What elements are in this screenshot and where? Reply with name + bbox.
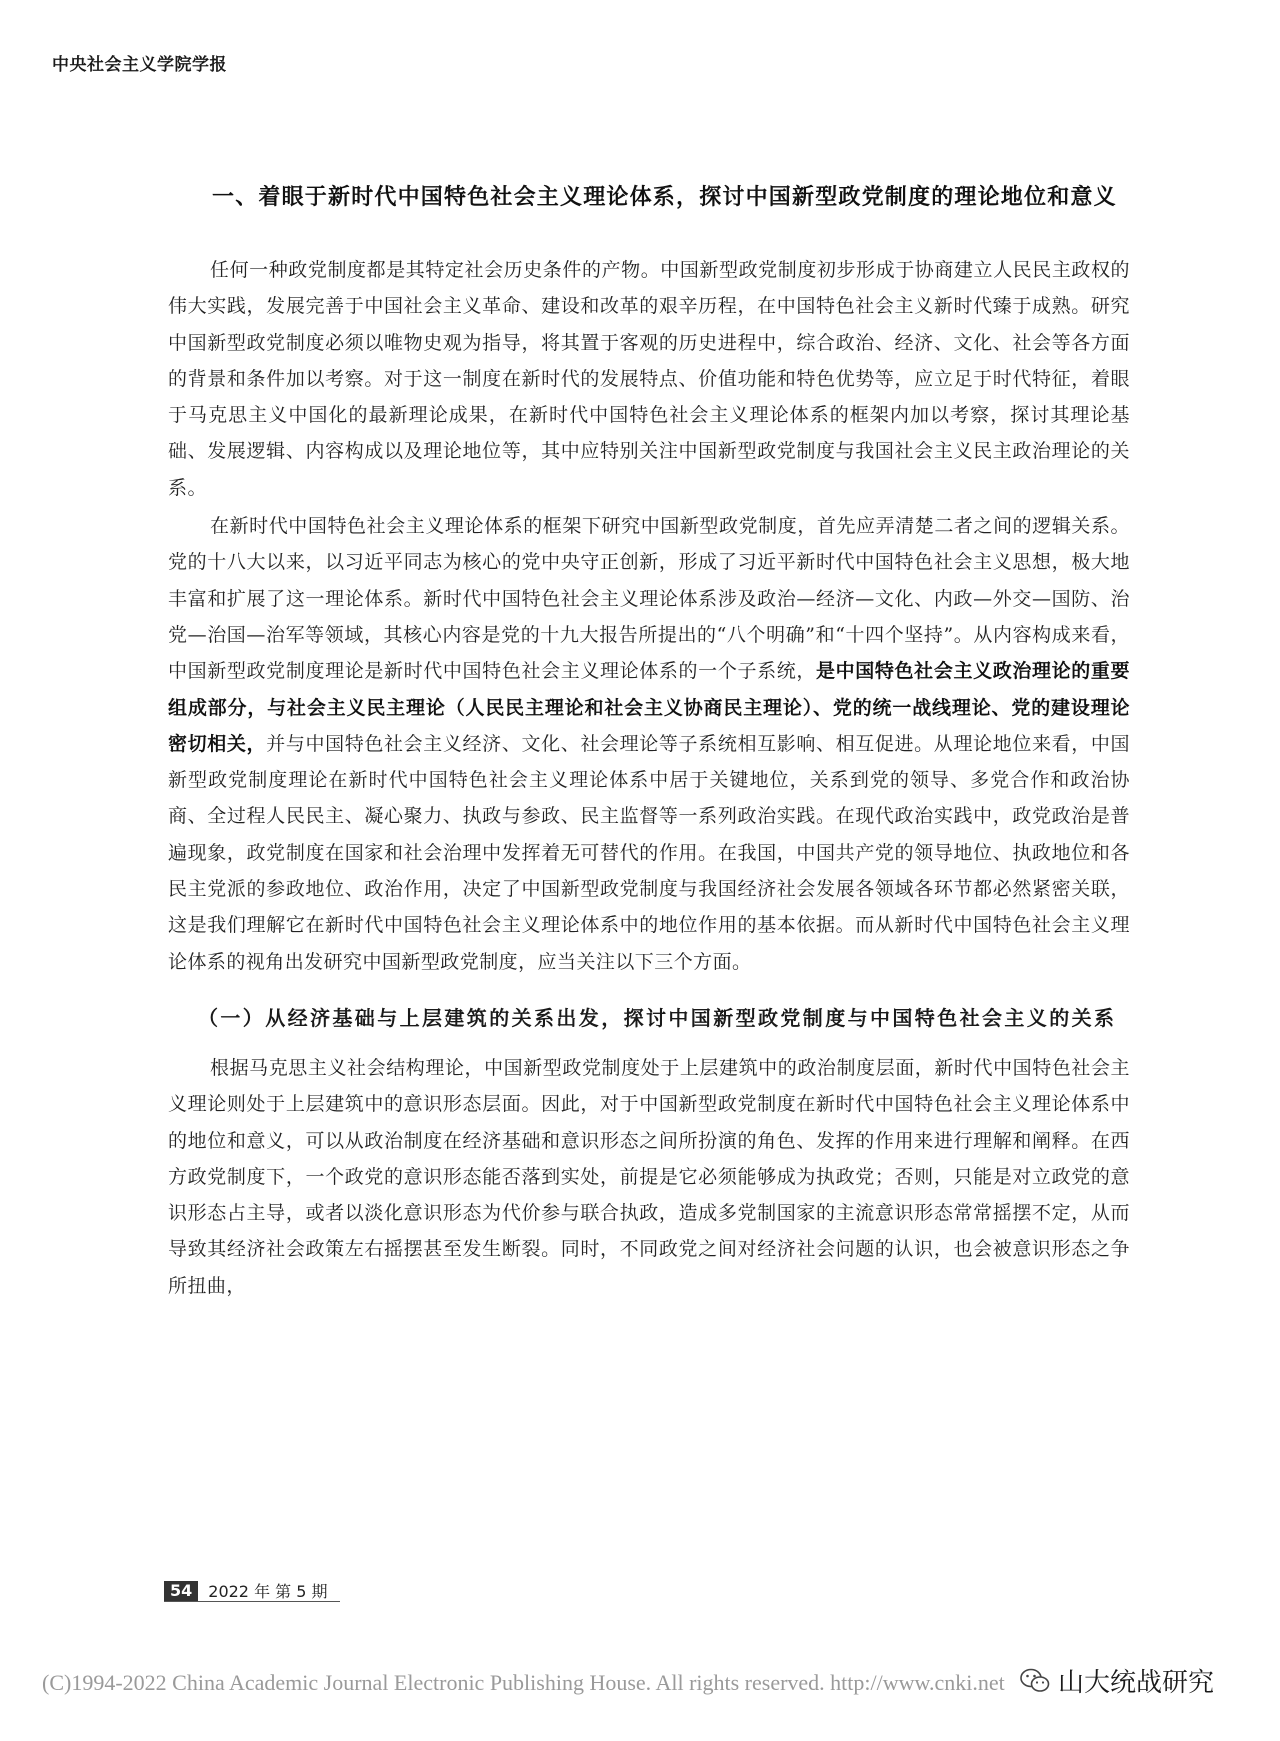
watermark bbox=[1018, 1662, 1222, 1699]
issue-label: 2022 年 第 5 期 bbox=[208, 1582, 328, 1601]
paragraph: 根据马克思主义社会结构理论，中国新型政党制度处于上层建筑中的政治制度层面，新时代中国特色社会主义理论则处于上层建筑中的意识形态层面。因此，对于中国新型政党制度在新时代中国特色社会主义理论体系中的地位和意义，可以从政治制度在经济基础和意识形态之间所扮演的角色、发挥的作用来进行理解和阐释。在西方政党制度下，一个政党的意识形态能否落到实处，前提是它必须能够成为执政党；否则，只能是对立政党的意识形态占主导，或者以淡化意识形态为代价参与联合执政，造成多党制国家的主流意识形态常常摇摆不定，从而导致其经济社会政策左右摇摆甚至发生断裂。同时，不同政党之间对经济社会问题的认识，也会被意识形态之争所扭曲， bbox=[168, 1056, 1130, 1297]
watermark-text: 山大统战研究 bbox=[1058, 1668, 1215, 1698]
folio-rule bbox=[164, 1601, 340, 1602]
paragraph bbox=[168, 508, 1130, 980]
paragraph-text: 并与中国特色社会主义经济、文化、社会理论等子系统相互影响、相互促进。从理论地位来看，中国新型政党制度理论在新时代中国特色社会主义理论体系中居于关键地位，关系到党的领导、多党合作和政治协商、全过程人民民主、凝心聚力、执政与参政、民主监督等一系列政治实践。在现代政治实践中，政党政治是普遍现象，政党制度在国家和社会治理中发挥着无可替代的作用。在我国，中国共产党的领导地位、执政地位和各民主党派的参政地位、政治作用，决定了中国新型政党制度与我国经济社会发展各领域各环节都必然紧密关联，这是我们理解它在新时代中国特色社会主义理论体系中的地位作用的基本依据。而从新时代中国特色社会主义理论体系的视角出发研究中国新型政党制度，应当关注以下三个方面。 bbox=[168, 732, 1130, 973]
copyright-line: (C)1994-2022 China Academic Journal Electronic Publishing House. All rights reserved. http://www.cnki.net bbox=[42, 1670, 1005, 1695]
wechat-icon bbox=[1020, 1668, 1050, 1694]
article-body bbox=[168, 178, 1130, 1304]
page-folio bbox=[164, 1579, 328, 1602]
subsection-title: （一）从经济基础与上层建筑的关系出发，探讨中国新型政党制度与中国特色社会主义的关系 bbox=[198, 1005, 1117, 1030]
paragraph-text: 在新时代中国特色社会主义理论体系的框架下研究中国新型政党制度，首先应弄清楚二者之间的逻辑关系。党的十八大以来，以习近平同志为核心的党中央守正创新，形成了习近平新时代中国特色社会主义思想，极大地丰富和扩展了这一理论体系。新时代中国特色社会主义理论体系涉及政治—经济—文化、内政—外交—国防、治党—治国—治军等领域，其核心内容是党的十九大报告所提出的“八个明确”和“十四个坚持”。从内容构成来看，中国新型政党制度理论是新时代中国特色社会主义理论体系的一个子系统， bbox=[168, 515, 1130, 683]
journal-header: 中央社会主义学院学报 bbox=[52, 55, 227, 75]
section-title: 一、着眼于新时代中国特色社会主义理论体系，探讨中国新型政党制度的理论地位和意义 bbox=[212, 185, 1117, 210]
page-number: 54 bbox=[164, 1581, 198, 1601]
paragraph: 任何一种政党制度都是其特定社会历史条件的产物。中国新型政党制度初步形成于协商建立人民民主政权的伟大实践，发展完善于中国社会主义革命、建设和改革的艰辛历程，在中国特色社会主义新时代臻于成熟。研究中国新型政党制度必须以唯物史观为指导，将其置于客观的历史进程中，综合政治、经济、文化、社会等各方面的背景和条件加以考察。对于这一制度在新时代的发展特点、价值功能和特色优势等，应立足于时代特征，着眼于马克思主义中国化的最新理论成果，在新时代中国特色社会主义理论体系的框架内加以考察，探讨其理论基础、发展逻辑、内容构成以及理论地位等，其中应特别关注中国新型政党制度与我国社会主义民主政治理论的关系。 bbox=[168, 259, 1130, 499]
emphasized-text: 是中国特色社会主义政治理论的重要组成部分，与社会主义民主理论（人民民主理论和社会主义协商民主理论）、党的统一战线理论、党的建设理论密切相关， bbox=[168, 660, 1130, 755]
